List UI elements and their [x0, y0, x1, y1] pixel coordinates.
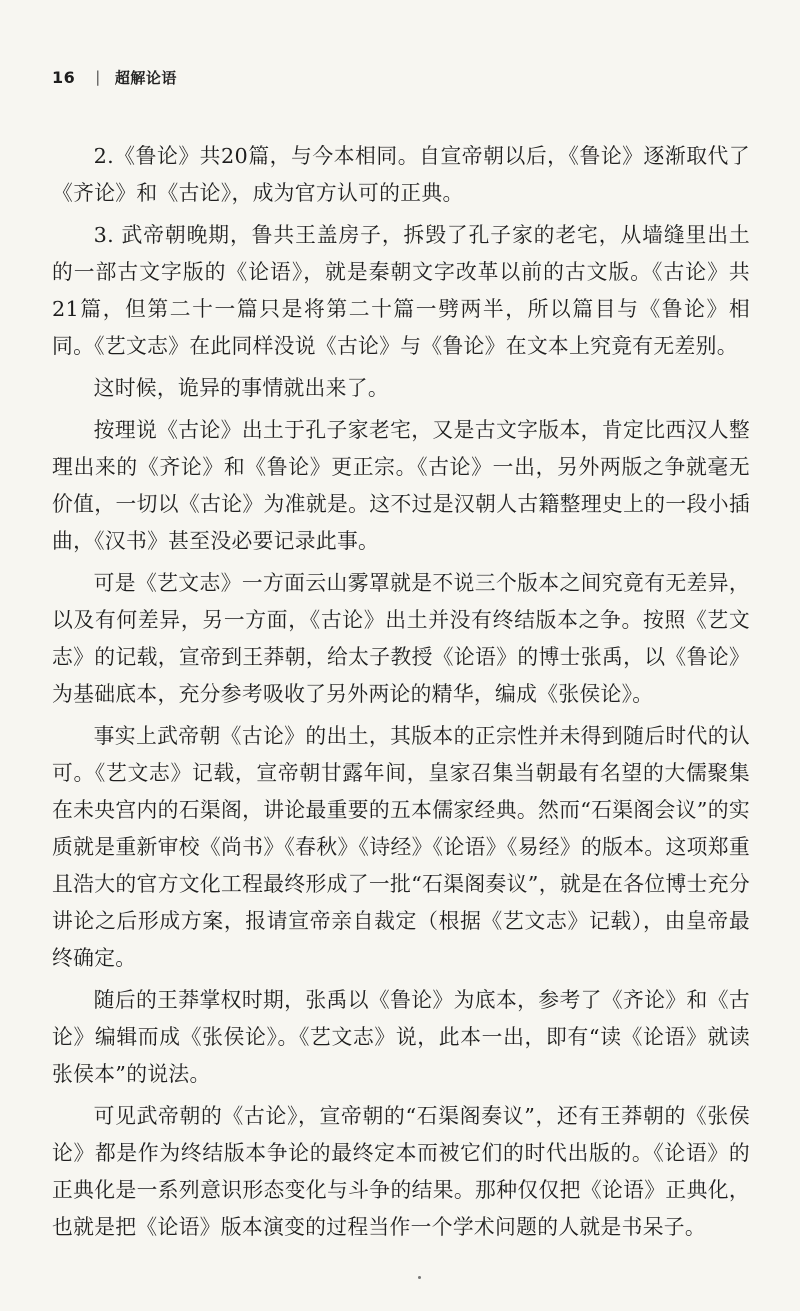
paragraph-8: 可见武帝朝的《古论》，宣帝朝的“石渠阁奏议”，还有王莽朝的《张侯论》都是作为终结版本争论的最终定本而被它们的时代出版的。《论语》的正典化是一系列意识形态变化与斗争的结果。那种仅仅把《论语》正典化，也就是把《论语》版本演变的过程当作一个学术问题的人就是书呆子。 — [52, 1104, 750, 1239]
paragraph-5: 可是《艺文志》一方面云山雾罩就是不说三个版本之间究竟有无差异，以及有何差异，另一方面，《古论》出土并没有终结版本之争。按照《艺文志》的记载，宣帝到王莽朝，给太子教授《论语》的博士张禹，以《鲁论》为基础底本，充分参考吸收了另外两论的精华，编成《张侯论》。 — [52, 571, 750, 706]
paragraph-1: 2.《鲁论》共20篇，与今本相同。自宣帝朝以后，《鲁论》逐渐取代了《齐论》和《古论》，成为官方认可的正典。 — [52, 144, 750, 205]
footer-dot — [418, 1276, 421, 1279]
paragraph-4: 按理说《古论》出土于孔子家老宅，又是古文字版本，肯定比西汉人整理出来的《齐论》和《鲁论》更正宗。《古论》一出，另外两版之争就毫无价值，一切以《古论》为准就是。这不过是汉朝人古籍整理史上的一段小插曲，《汉书》甚至没必要记录此事。 — [52, 418, 750, 553]
body-text — [52, 138, 750, 1251]
paragraph-2: 3. 武帝朝晚期，鲁共王盖房子，拆毁了孔子家的老宅，从墙缝里出土的一部古文字版的《论语》，就是秦朝文字改革以前的古文版。《古论》共21篇，但第二十一篇只是将第二十篇一劈两半，所以篇目与《鲁论》相同。《艺文志》在此同样没说《古论》与《鲁论》在文本上究竟有无差别。 — [52, 223, 750, 358]
paragraph-3: 这时候，诡异的事情就出来了。 — [93, 376, 389, 400]
paragraph-7: 随后的王莽掌权时期，张禹以《鲁论》为底本，参考了《齐论》和《古论》编辑而成《张侯论》。《艺文志》说，此本一出，即有“读《论语》就读张侯本”的说法。 — [52, 988, 750, 1086]
page-number: 16 — [52, 67, 76, 87]
paragraph-6: 事实上武帝朝《古论》的出土，其版本的正宗性并未得到随后时代的认可。《艺文志》记载，宣帝朝甘露年间，皇家召集当朝最有名望的大儒聚集在未央宫内的石渠阁，讲论最重要的五本儒家经典。然而“石渠阁会议”的实质就是重新审校《尚书》《春秋》《诗经》《论语》《易经》的版本。这项郑重且浩大的官方文化工程最终形成了一批“石渠阁奏议”，就是在各位博士充分讲论之后形成方案，报请宣帝亲自裁定（根据《艺文志》记载），由皇帝最终确定。 — [52, 724, 750, 970]
book-title: 超解论语 — [114, 68, 177, 87]
page-header — [52, 62, 177, 92]
header-separator: | — [95, 68, 101, 86]
